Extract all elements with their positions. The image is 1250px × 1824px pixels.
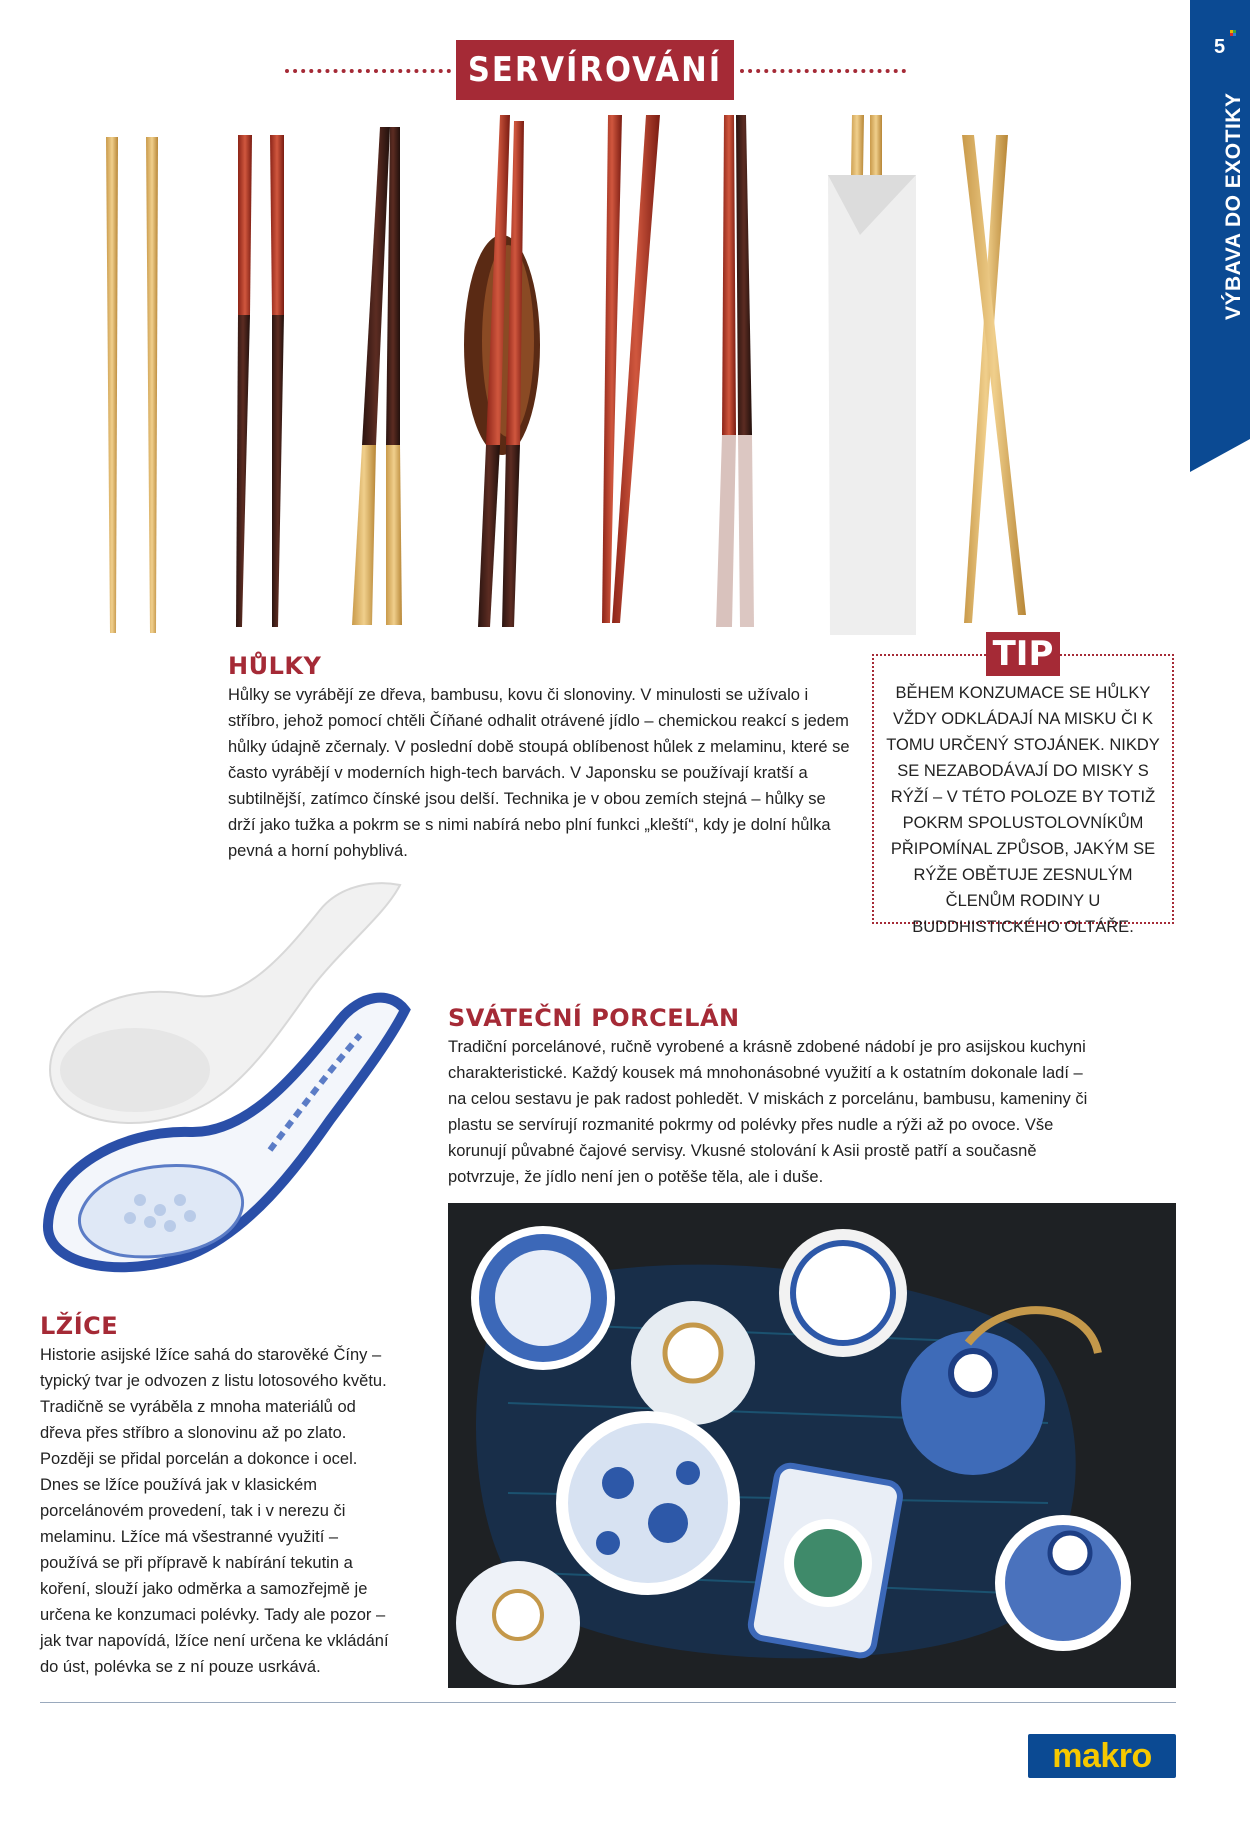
page-number: 5 — [1214, 36, 1226, 58]
header-dotted-line-right — [740, 69, 906, 73]
chopsticks-text: Hůlky se vyrábějí ze dřeva, bambusu, kovu či slonoviny. V minulosti se užívalo i stříbro, jehož pomocí chtěli Číňané odhalit otrávené jídlo – chemickou reakcí s jedem hůlky údajně zčernaly. V poslední době stoupá oblíbenost hůlek z melaminu, které se často vyrábějí v moderních high-tech barvách. V Japonsku se používají kratší a subtilnější, zatímco čínské jsou delší. Technika je v obou zemích stejná – hůlky se drží jako tužka a pokrm se s nimi nabírá nebo plní funkci „kleští“, kdy je dolní hůlka pevná a horní pohyblivá. — [228, 686, 850, 860]
color-dots-icon — [1230, 30, 1236, 36]
porcelain-text: Tradiční porcelánové, ručně vyrobené a krásně zdobené nádobí je pro asijskou kuchyni charakteristické. Každý kousek má mnohonásobné využití a k ostatním dokonale ladí – na celou sestavu je pak radost pohledět. V miskách z porcelánu, bambusu, kameniny či plastu se servírují rozmanité pokrmy od polévky přes nudle a rýži až po ovoce. Vše korunují půvabné čajové servisy. Vkusné stolování k Asii prostě patří a současně potvrzuje, že jídlo není jen o potěše těla, ale i duše. — [448, 1038, 1088, 1186]
porcelain-photo — [448, 1203, 1176, 1688]
porcelain-heading: SVÁTEČNÍ PORCELÁN — [448, 1004, 740, 1032]
page-title: SERVÍROVÁNÍ — [456, 40, 734, 100]
spoon-heading: LŽÍCE — [40, 1312, 119, 1340]
spoons-illustration — [40, 870, 420, 1290]
section-label: VÝBAVA DO EXOTIKY — [1222, 92, 1245, 320]
makro-logo-text: makro — [1052, 1737, 1152, 1775]
makro-logo — [1028, 1734, 1176, 1778]
tip-text: BĚHEM KONZUMACE SE HŮLKY VŽDY ODKLÁDAJÍ NA MISKU ČI K TOMU URČENÝ STOJÁNEK. NIKDY SE NEZABODÁVAJÍ DO MISKY S RÝŽÍ – V TÉTO POLOZE BY TOTIŽ POKRM SPOLUSTOLOVNÍKŮM PŘIPOMÍNAL ZPŮSOB, JAKÝM SE RÝŽE OBĚTUJE ZESNULÝM ČLENŮM RODINY U BUDDHISTICKÉHO OLTÁŘE. — [886, 684, 1160, 936]
header-dotted-line-left — [285, 69, 451, 73]
footer-divider — [40, 1702, 1176, 1703]
spoon-text: Historie asijské lžíce sahá do starověké Číny – typický tvar je odvozen z listu lotosového květu. Tradičně se vyráběla z mnoha materiálů od dřeva přes stříbro a slonovinu až po zlato. Později se přidal porcelán a dokonce i ocel. Dnes se lžíce používá jak v klasickém porcelánovém provedení, tak i v nerezu či melaminu. Lžíce má všestranné využití – používá se při přípravě k nabírání tekutin a koření, slouží jako odměrka a samozřejmě je určena ke konzumaci polévky. Tady ale pozor – jak tvar napovídá, lžíce není určena ke vkládání do úst, polévka se z ní pouze usrkává. — [40, 1346, 389, 1676]
chopsticks-heading: HŮLKY — [228, 652, 322, 680]
chopsticks-illustration — [90, 115, 1080, 645]
tip-label: TIP — [986, 632, 1060, 676]
